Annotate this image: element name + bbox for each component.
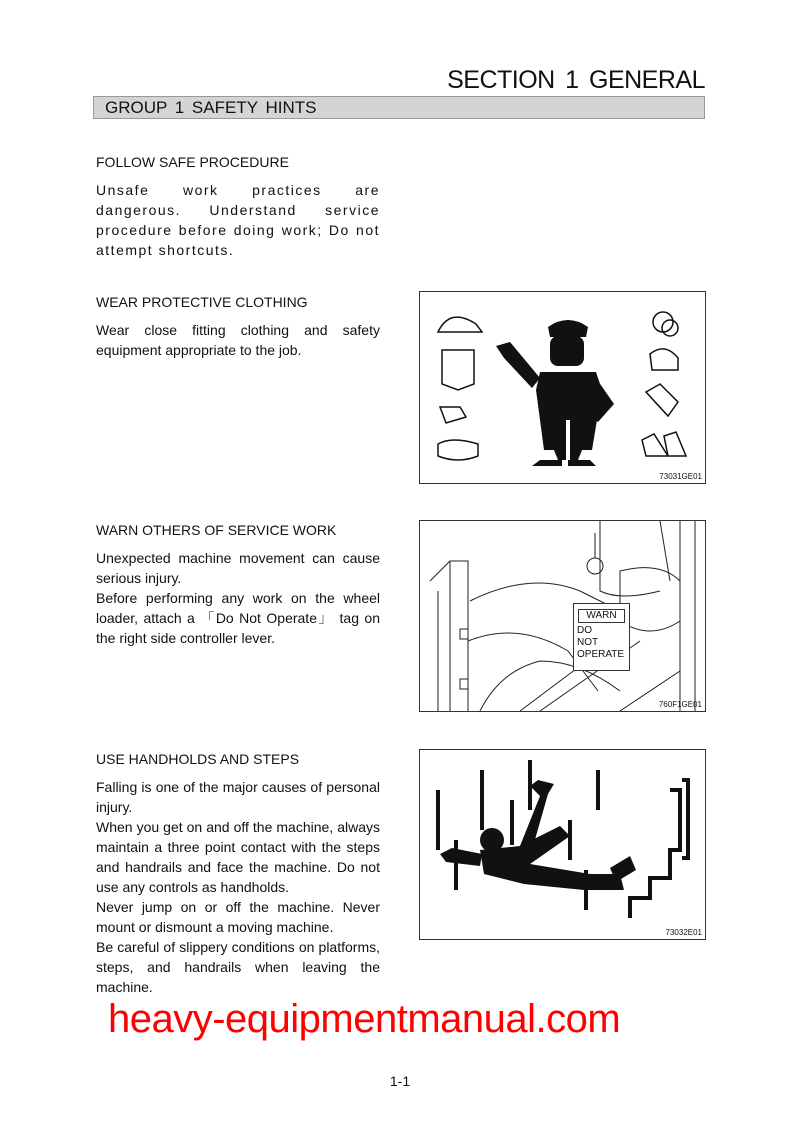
cab-controller-illustration <box>420 521 705 711</box>
paragraph: Never jump on or off the machine. Never mount or dismount a moving machine. <box>96 899 380 935</box>
paragraph: Before performing any work on the wheel loader, attach a 「Do Not Operate」 tag on the right side controller lever. <box>96 590 380 646</box>
group-title: GROUP 1 SAFETY HINTS <box>105 98 317 117</box>
heading-warn-others: WARN OTHERS OF SERVICE WORK <box>96 522 337 538</box>
heading-wear-protective-clothing: WEAR PROTECTIVE CLOTHING <box>96 294 308 310</box>
paragraph: Unexpected machine movement can cause serious injury. <box>96 550 380 586</box>
paragraph: Falling is one of the major causes of personal injury. <box>96 779 380 815</box>
section-title: SECTION 1 GENERAL <box>447 66 705 94</box>
figure-code: 73031GE01 <box>659 472 702 481</box>
heading-follow-safe-procedure: FOLLOW SAFE PROCEDURE <box>96 154 289 170</box>
tag-line: NOT <box>577 637 599 648</box>
paragraph: When you get on and off the machine, always maintain a three point contact with the steps and handrails and face the machine. Do not use any controls as handholds. <box>96 819 380 895</box>
heading-use-handholds: USE HANDHOLDS AND STEPS <box>96 751 300 767</box>
group-title-bar <box>93 96 705 119</box>
paragraph: Wear close fitting clothing and safety equipment appropriate to the job. <box>96 322 380 358</box>
falling-worker-illustration <box>420 750 705 939</box>
figure-protective-clothing <box>419 291 706 484</box>
paragraph-group <box>96 777 380 997</box>
worker-with-equipment-illustration <box>420 292 705 483</box>
tag-warn-label: WARN <box>578 609 625 623</box>
paragraph-group <box>96 548 380 648</box>
figure-code: 73032E01 <box>665 928 702 937</box>
figure-code: 760F1GE01 <box>658 700 702 709</box>
tag-line: OPERATE <box>577 649 625 660</box>
tag-line: DO <box>577 625 592 636</box>
figure-falling-worker <box>419 749 706 940</box>
page-number: 1-1 <box>389 1073 411 1089</box>
paragraph: Be careful of slippery conditions on platforms, steps, and handrails when leaving the machine. <box>96 939 380 995</box>
figure-warning-tag <box>419 520 706 712</box>
watermark: heavy-equipmentmanual.com <box>108 997 621 1041</box>
paragraph: Unsafe work practices are dangerous. Understand service procedure before doing work; Do not attempt shortcuts. <box>96 182 380 258</box>
do-not-operate-tag <box>573 603 630 671</box>
